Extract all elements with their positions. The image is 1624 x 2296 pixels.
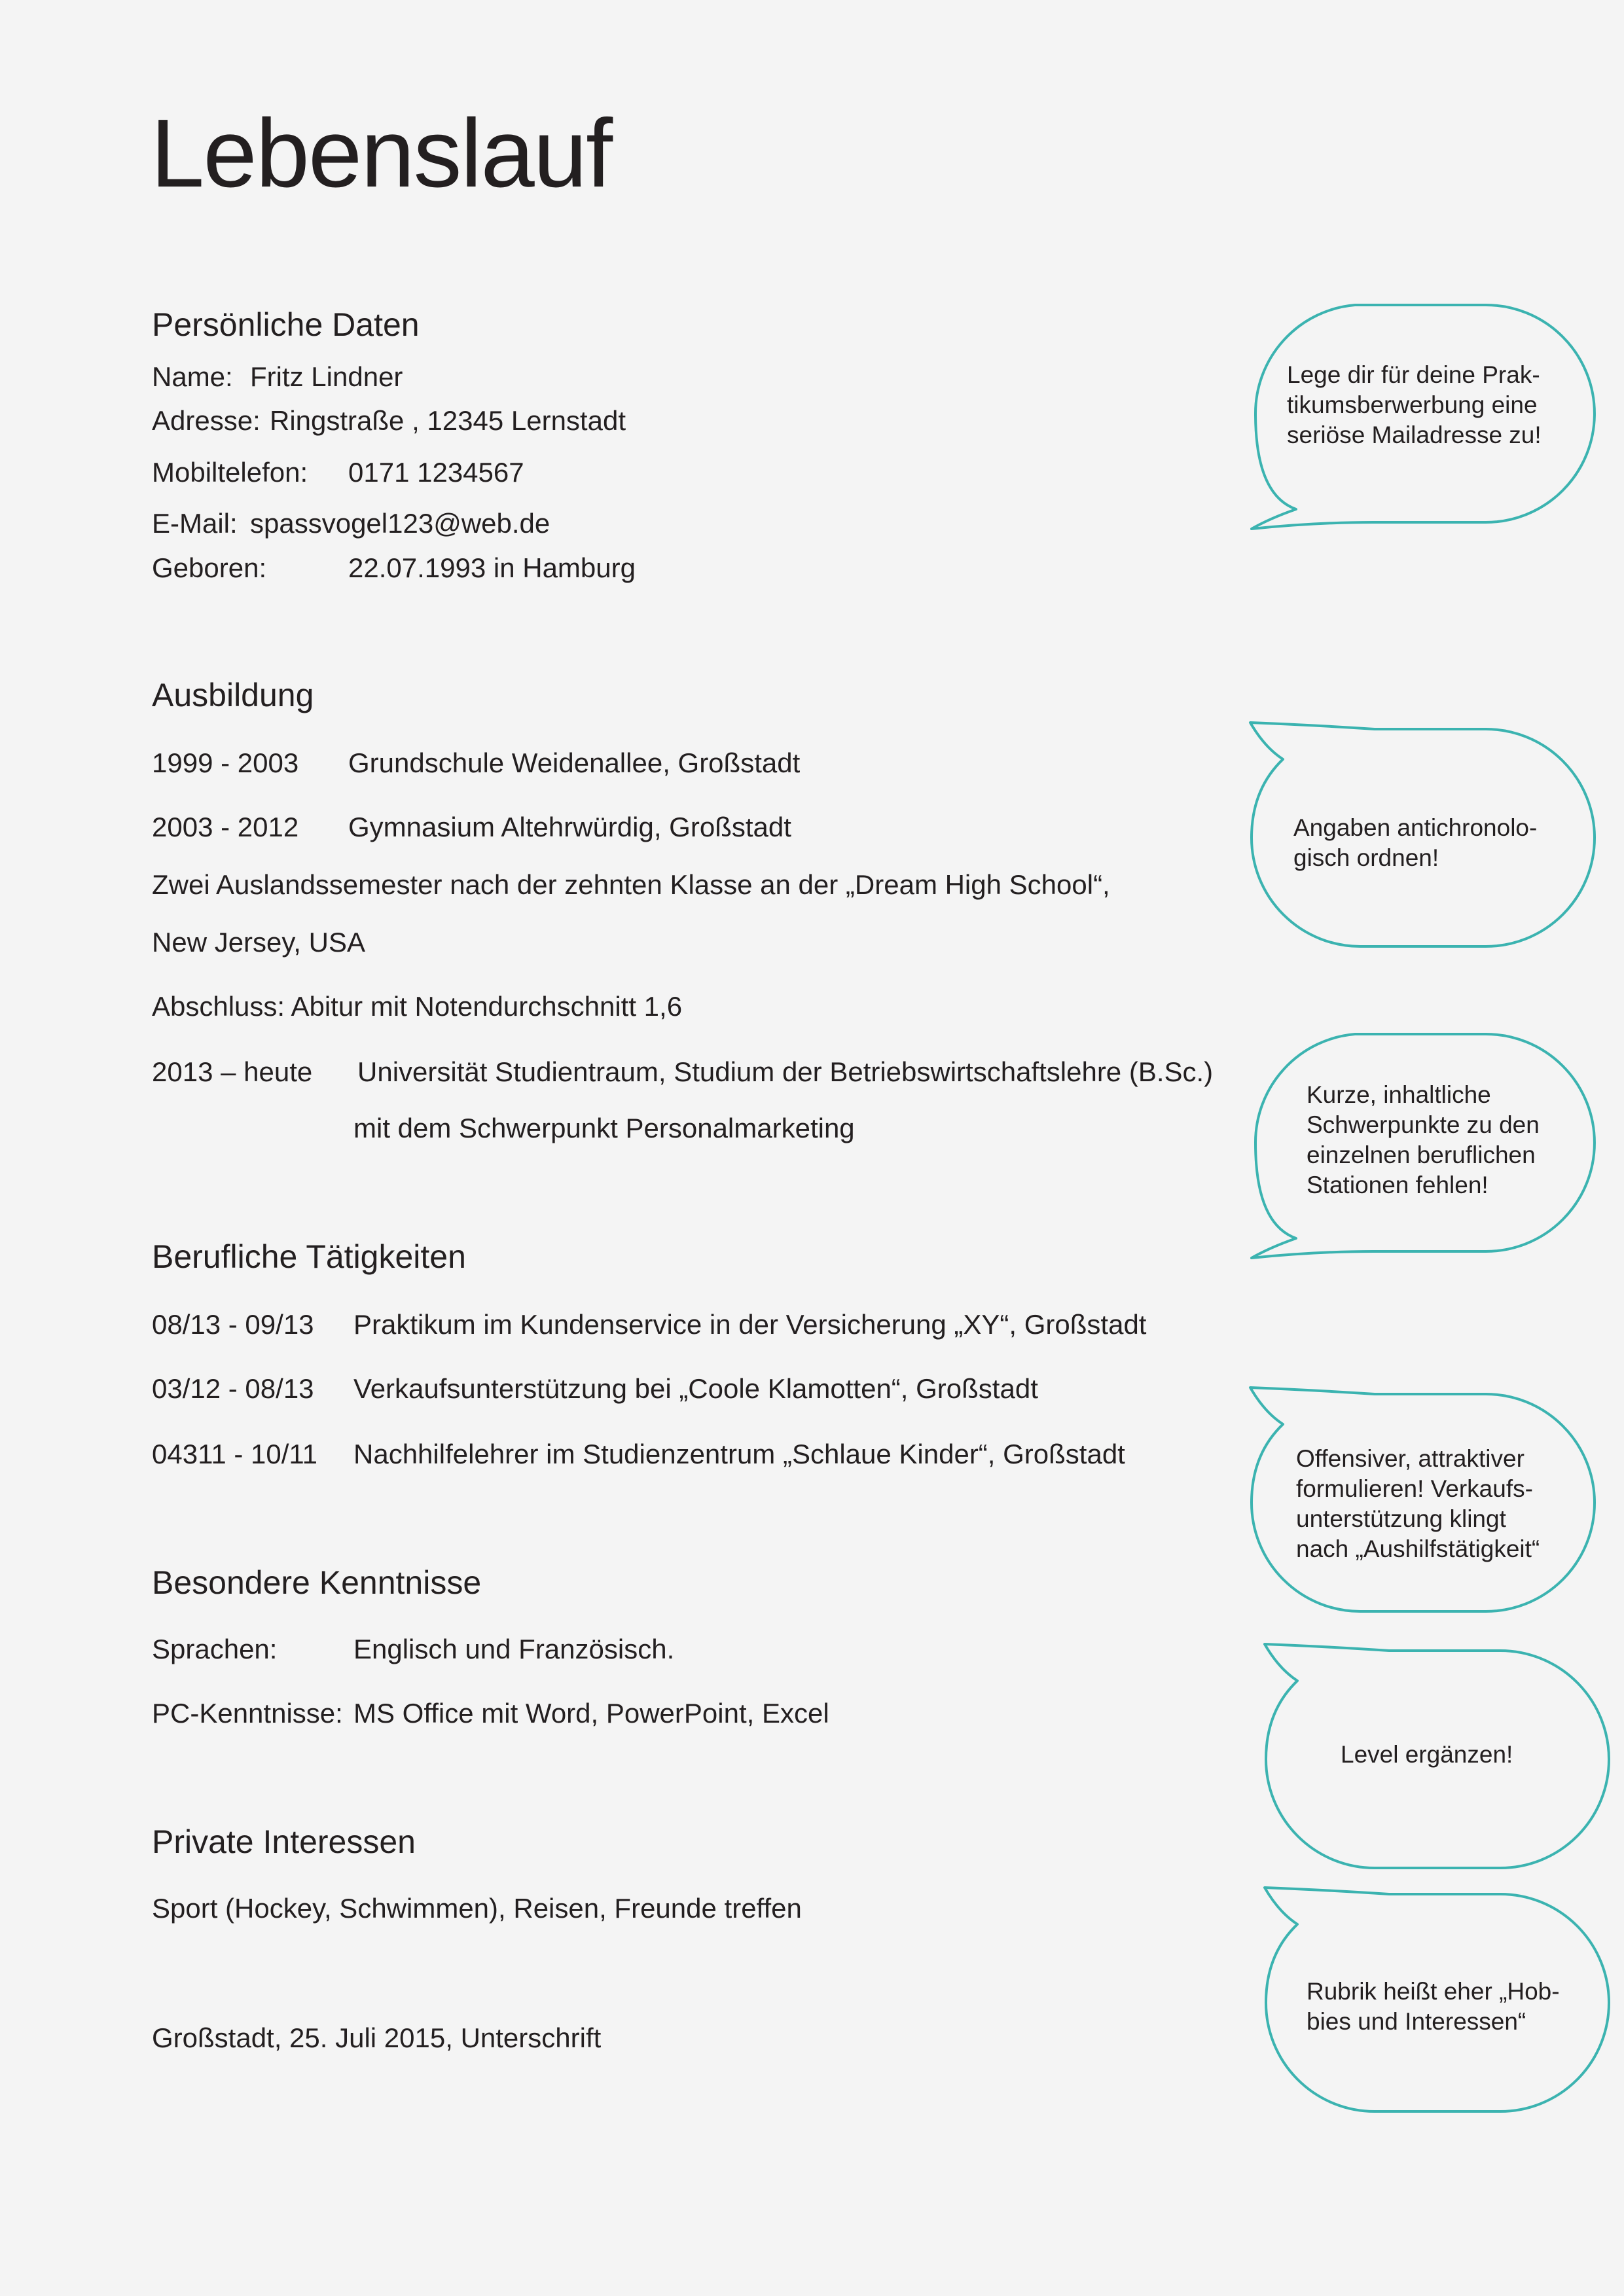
education-text: Gymnasium Altehrwürdig, Großstadt bbox=[348, 812, 791, 842]
bubble-text: Offensiver, attraktiver formulieren! Verkaufs- unterstützung klingt nach „Aushilfstätigkeit“ bbox=[1296, 1445, 1540, 1562]
work-text: Praktikum im Kundenservice in der Versicherung „XY“, Großstadt bbox=[353, 1309, 1147, 1340]
mobile-label: Mobiltelefon: bbox=[152, 457, 308, 488]
university-line-1: Universität Studientraum, Studium der Betriebswirtschaftslehre (B.Sc.) bbox=[357, 1056, 1214, 1087]
pc-skills-value: MS Office mit Word, PowerPoint, Excel bbox=[353, 1698, 829, 1729]
work-date: 03/12 - 08/13 bbox=[152, 1373, 314, 1404]
bubble-text: Rubrik heißt eher „Hob- bies und Interessen“ bbox=[1307, 1978, 1560, 2035]
interests-value: Sport (Hockey, Schwimmen), Reisen, Freunde treffen bbox=[152, 1893, 802, 1924]
page-title: Lebenslauf bbox=[151, 99, 612, 207]
feedback-bubble-chronology bbox=[1244, 719, 1597, 954]
university-date: 2013 – heute bbox=[152, 1056, 313, 1087]
feedback-bubble-job-details bbox=[1244, 1030, 1597, 1266]
work-date: 04311 - 10/11 bbox=[152, 1439, 317, 1469]
email-label: E-Mail: bbox=[152, 508, 238, 539]
abroad-line-1: Zwei Auslandssemester nach der zehnten Klasse an der „Dream High School“, bbox=[152, 869, 1110, 900]
work-text: Verkaufsunterstützung bei „Coole Klamotten“, Großstadt bbox=[353, 1373, 1038, 1404]
name-value: Fritz Lindner bbox=[250, 361, 403, 392]
education-date: 1999 - 2003 bbox=[152, 747, 299, 778]
languages-value: Englisch und Französisch. bbox=[353, 1634, 675, 1664]
born-label: Geboren: bbox=[152, 552, 267, 583]
name-label: Name: bbox=[152, 361, 233, 392]
languages-label: Sprachen: bbox=[152, 1634, 278, 1664]
bubble-text: Kurze, inhaltliche Schwerpunkte zu den einzelnen beruflichen Stationen fehlen! bbox=[1307, 1081, 1540, 1198]
pc-skills-label: PC-Kenntnisse: bbox=[152, 1698, 343, 1729]
section-heading-personal: Persönliche Daten bbox=[152, 306, 420, 343]
section-heading-work: Berufliche Tätigkeiten bbox=[152, 1238, 466, 1275]
feedback-bubble-email bbox=[1244, 301, 1597, 537]
feedback-bubble-hobbies bbox=[1258, 1884, 1612, 2119]
section-heading-education: Ausbildung bbox=[152, 677, 314, 713]
education-text: Grundschule Weidenallee, Großstadt bbox=[348, 747, 801, 778]
born-value: 22.07.1993 in Hamburg bbox=[348, 552, 636, 583]
work-text: Nachhilfelehrer im Studienzentrum „Schlaue Kinder“, Großstadt bbox=[353, 1439, 1125, 1469]
mobile-value: 0171 1234567 bbox=[348, 457, 524, 488]
feedback-bubble-level bbox=[1258, 1640, 1612, 1876]
bubble-text: Level ergänzen! bbox=[1341, 1741, 1513, 1768]
abroad-line-2: New Jersey, USA bbox=[152, 927, 365, 958]
section-heading-skills: Besondere Kenntnisse bbox=[152, 1564, 482, 1601]
signature-line: Großstadt, 25. Juli 2015, Unterschrift bbox=[152, 2022, 602, 2053]
university-line-2: mit dem Schwerpunkt Personalmarketing bbox=[353, 1113, 855, 1143]
section-heading-interests: Private Interessen bbox=[152, 1823, 416, 1860]
email-value: spassvogel123@web.de bbox=[250, 508, 550, 539]
bubble-text: Lege dir für deine Prak- tikumsberwerbung eine seriöse Mailadresse zu! bbox=[1287, 361, 1542, 448]
feedback-bubble-wording bbox=[1244, 1384, 1597, 1619]
bubble-text: Angaben antichronolo- gisch ordnen! bbox=[1293, 814, 1538, 871]
education-date: 2003 - 2012 bbox=[152, 812, 299, 842]
address-value: Ringstraße , 12345 Lernstadt bbox=[270, 405, 626, 436]
degree-line: Abschluss: Abitur mit Notendurchschnitt 1,6 bbox=[152, 991, 683, 1022]
address-label: Adresse: bbox=[152, 405, 261, 436]
work-date: 08/13 - 09/13 bbox=[152, 1309, 314, 1340]
